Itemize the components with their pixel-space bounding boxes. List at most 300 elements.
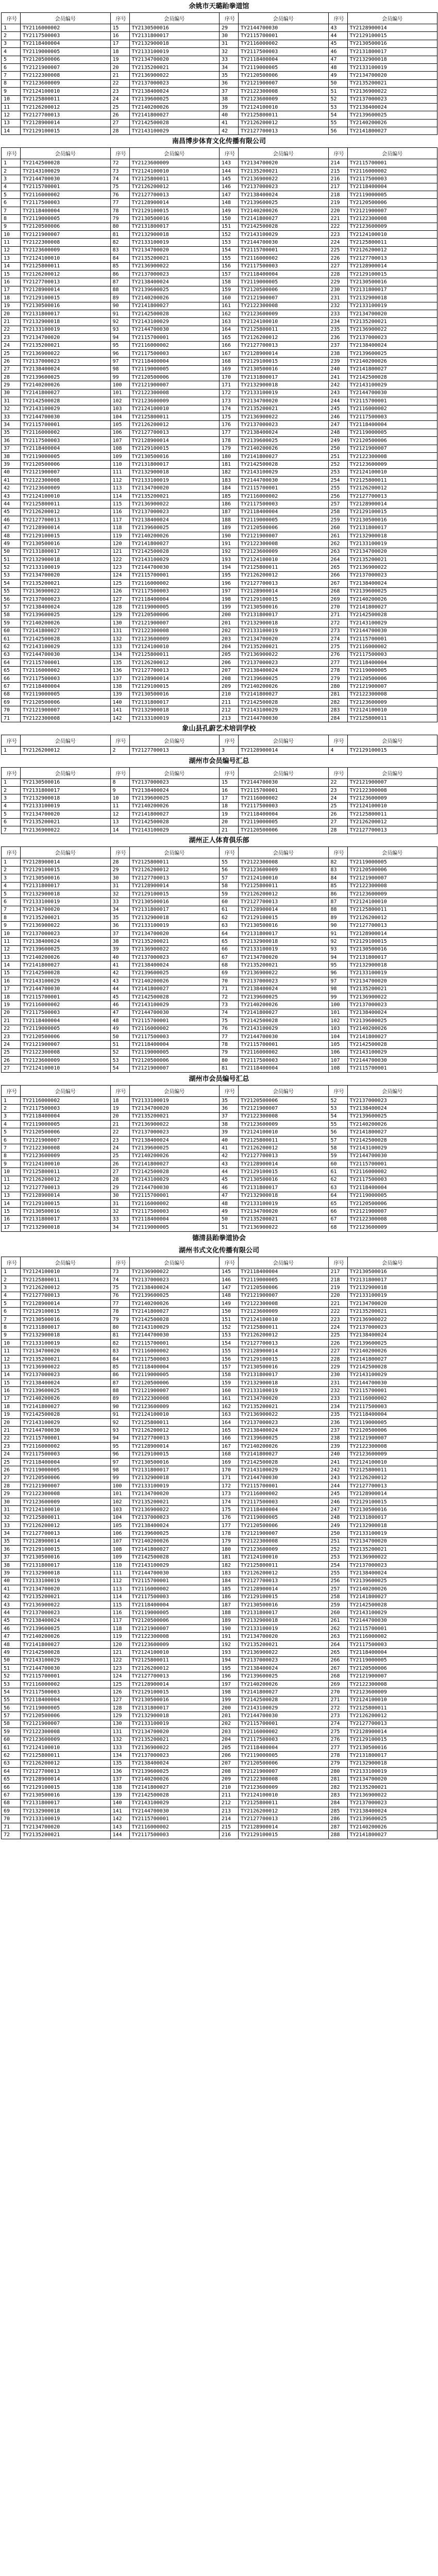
member-cell: TY2126200012 xyxy=(129,1665,220,1672)
member-header: 会员编号 xyxy=(21,13,111,24)
member-cell: TY2117500003 xyxy=(129,1831,220,1839)
member-cell: TY2117500003 xyxy=(129,349,220,357)
seq-cell: 24 xyxy=(2,342,21,349)
seq-cell: 2 xyxy=(2,786,21,794)
member-cell: TY2119000005 xyxy=(239,278,329,286)
member-cell: TY2117500003 xyxy=(347,1403,437,1411)
member-header: 会员编号 xyxy=(347,735,437,747)
seq-cell: 54 xyxy=(2,1688,21,1696)
seq-cell: 207 xyxy=(220,1759,239,1767)
seq-cell: 99 xyxy=(110,1474,129,1482)
seq-cell: 191 xyxy=(220,1633,239,1640)
member-cell: TY2143100029 xyxy=(129,127,220,135)
seq-cell: 202 xyxy=(220,627,239,635)
member-cell: TY2141800027 xyxy=(239,1009,329,1016)
seq-cell: 220 xyxy=(328,1292,347,1299)
member-cell: TY2144700030 xyxy=(239,1474,329,1482)
seq-cell: 284 xyxy=(328,1799,347,1807)
member-cell: TY2123600009 xyxy=(129,159,220,167)
member-cell: TY2138400024 xyxy=(21,603,111,611)
seq-cell: 134 xyxy=(110,1752,129,1759)
table-row xyxy=(2,1736,437,1743)
seq-cell: 268 xyxy=(328,587,347,595)
member-header: 会员编号 xyxy=(347,148,437,159)
member-cell: TY2116000002 xyxy=(239,492,329,500)
seq-cell: 131 xyxy=(110,627,129,635)
member-cell: TY2136900022 xyxy=(347,88,437,95)
seq-cell: 103 xyxy=(110,405,129,413)
seq-cell: 47 xyxy=(2,1633,21,1640)
member-cell: TY2127700013 xyxy=(21,278,111,286)
member-cell: TY2122300008 xyxy=(347,215,437,223)
seq-cell: 42 xyxy=(2,1593,21,1601)
member-cell: TY2124100010 xyxy=(21,1064,111,1072)
seq-cell: 180 xyxy=(220,1546,239,1553)
member-cell: TY2134700020 xyxy=(21,1347,111,1355)
seq-cell: 209 xyxy=(220,683,239,690)
member-cell: TY2127700013 xyxy=(347,492,437,500)
member-cell: TY2123600009 xyxy=(21,1736,111,1743)
seq-cell: 264 xyxy=(328,1640,347,1648)
seq-cell: 73 xyxy=(220,1001,239,1009)
member-cell: TY2143100029 xyxy=(21,405,111,413)
member-cell: TY2118400004 xyxy=(21,445,111,452)
seq-header: 序号 xyxy=(110,847,129,858)
seq-cell: 53 xyxy=(110,1057,129,1064)
table-row xyxy=(2,1537,437,1545)
seq-cell: 255 xyxy=(328,484,347,492)
table-row xyxy=(2,1823,437,1831)
seq-cell: 280 xyxy=(328,1768,347,1775)
member-cell: TY2128900014 xyxy=(347,1490,437,1498)
seq-cell: 51 xyxy=(220,1224,239,1231)
seq-cell: 25 xyxy=(110,1152,129,1160)
seq-cell: 1 xyxy=(2,1096,21,1104)
seq-cell: 61 xyxy=(328,1168,347,1176)
member-cell: TY2137000023 xyxy=(239,421,329,429)
seq-cell: 227 xyxy=(328,262,347,270)
member-cell: TY2118400004 xyxy=(129,1601,220,1608)
member-cell: TY2143100029 xyxy=(21,1656,111,1664)
seq-cell: 89 xyxy=(110,1395,129,1402)
member-cell: TY2143100029 xyxy=(347,1609,437,1617)
member-cell: TY2141800027 xyxy=(129,1160,220,1168)
seq-cell: 33 xyxy=(2,413,21,420)
member-section xyxy=(0,1245,438,1839)
member-cell: TY2137000023 xyxy=(21,929,111,937)
member-cell: TY2140200026 xyxy=(21,381,111,389)
seq-cell: 208 xyxy=(220,674,239,682)
member-cell: TY2129100015 xyxy=(21,866,111,874)
member-cell: TY2144700030 xyxy=(347,1057,437,1064)
seq-cell: 235 xyxy=(328,326,347,333)
member-cell: TY2144700030 xyxy=(129,1009,220,1016)
table-row xyxy=(2,929,437,937)
seq-cell: 217 xyxy=(328,1268,347,1276)
member-table xyxy=(1,1257,437,1839)
member-cell: TY2119000005 xyxy=(129,1609,220,1617)
seq-cell: 3 xyxy=(220,747,239,754)
member-cell: TY2138400024 xyxy=(239,429,329,436)
member-cell: TY2142500028 xyxy=(347,1041,437,1048)
seq-cell: 56 xyxy=(328,1128,347,1136)
member-cell: TY2140200026 xyxy=(129,1300,220,1308)
seq-cell: 68 xyxy=(328,1224,347,1231)
seq-cell: 242 xyxy=(328,1466,347,1474)
seq-cell: 112 xyxy=(110,477,129,484)
seq-cell: 55 xyxy=(2,1696,21,1704)
member-cell: TY2144700030 xyxy=(347,1617,437,1624)
seq-cell: 229 xyxy=(328,278,347,286)
member-cell: TY2132900018 xyxy=(21,1569,111,1577)
member-cell: TY2128900014 xyxy=(21,1192,111,1199)
seq-cell: 112 xyxy=(110,1577,129,1585)
seq-cell: 279 xyxy=(328,1759,347,1767)
member-cell: TY2137000023 xyxy=(129,1276,220,1283)
member-cell: TY2136900022 xyxy=(129,500,220,508)
seq-cell: 11 xyxy=(2,239,21,246)
member-cell: TY2130500016 xyxy=(21,874,111,882)
member-cell: TY2141800027 xyxy=(239,215,329,223)
seq-cell: 21 xyxy=(2,318,21,326)
member-cell: TY2116000002 xyxy=(347,167,437,175)
member-cell: TY2142500028 xyxy=(347,1363,437,1371)
seq-cell: 14 xyxy=(2,1199,21,1207)
seq-cell: 103 xyxy=(328,1025,347,1032)
table-row xyxy=(2,239,437,246)
member-cell: TY2135200021 xyxy=(21,342,111,349)
seq-cell: 54 xyxy=(2,580,21,587)
member-cell: TY2117500003 xyxy=(21,1105,111,1112)
member-cell: TY2122300008 xyxy=(239,1537,329,1545)
member-header: 会员编号 xyxy=(239,13,329,24)
member-cell: TY2131800017 xyxy=(129,1704,220,1712)
member-cell: TY2124100010 xyxy=(21,492,111,500)
seq-cell: 17 xyxy=(2,985,21,993)
member-cell: TY2127700013 xyxy=(129,1434,220,1442)
table-row xyxy=(2,262,437,270)
seq-cell: 149 xyxy=(220,207,239,214)
table-row xyxy=(2,452,437,460)
seq-cell: 99 xyxy=(328,993,347,1001)
table-row xyxy=(2,1001,437,1009)
member-cell: TY2120500006 xyxy=(239,1522,329,1530)
seq-cell: 142 xyxy=(110,1815,129,1823)
member-cell: TY2116000002 xyxy=(129,1347,220,1355)
seq-cell: 76 xyxy=(110,1292,129,1299)
member-header: 会员编号 xyxy=(347,847,437,858)
member-cell: TY2127700013 xyxy=(347,826,437,834)
seq-cell: 72 xyxy=(2,1831,21,1839)
seq-cell: 270 xyxy=(328,603,347,611)
member-cell: TY2116000002 xyxy=(347,1395,437,1402)
member-cell: TY2139600025 xyxy=(129,524,220,532)
member-cell: TY2116000002 xyxy=(129,1823,220,1831)
seq-cell: 13 xyxy=(2,954,21,961)
member-cell: TY2131800017 xyxy=(347,48,437,56)
member-cell: TY2130500016 xyxy=(129,1696,220,1704)
seq-cell: 204 xyxy=(220,1736,239,1743)
table-row xyxy=(2,365,437,373)
seq-cell: 67 xyxy=(2,683,21,690)
seq-cell: 19 xyxy=(2,1411,21,1418)
member-cell: TY2115700001 xyxy=(21,421,111,429)
seq-cell: 229 xyxy=(328,1363,347,1371)
member-cell: TY2133100019 xyxy=(239,1387,329,1395)
table-row xyxy=(2,1577,437,1585)
member-cell: TY2141800027 xyxy=(129,1546,220,1553)
seq-cell: 100 xyxy=(110,381,129,389)
seq-cell: 120 xyxy=(110,1640,129,1648)
seq-cell: 64 xyxy=(2,659,21,667)
member-cell: TY2138400024 xyxy=(347,580,437,587)
member-header: 会员编号 xyxy=(239,735,329,747)
member-cell: TY2115700001 xyxy=(129,571,220,579)
member-cell: TY2122300008 xyxy=(21,1728,111,1736)
member-cell: TY2116000002 xyxy=(21,24,111,32)
member-cell: TY2140200026 xyxy=(347,358,437,365)
header-row xyxy=(2,13,437,24)
member-cell: TY2138400024 xyxy=(129,88,220,95)
seq-cell: 18 xyxy=(220,802,239,810)
member-cell: TY2129100015 xyxy=(347,1736,437,1743)
seq-cell: 1 xyxy=(2,778,21,786)
table-row xyxy=(2,349,437,357)
seq-cell: 184 xyxy=(220,1577,239,1585)
member-cell: TY2129100015 xyxy=(21,294,111,302)
seq-cell: 98 xyxy=(110,365,129,373)
seq-cell: 89 xyxy=(328,914,347,922)
seq-cell: 29 xyxy=(220,24,239,32)
member-cell: TY2144700030 xyxy=(21,985,111,993)
seq-cell: 211 xyxy=(220,1791,239,1799)
table-row xyxy=(2,898,437,906)
seq-cell: 154 xyxy=(220,1340,239,1347)
member-cell: TY2125800011 xyxy=(239,882,329,890)
seq-cell: 64 xyxy=(220,929,239,937)
table-row xyxy=(2,858,437,866)
member-cell: TY2115700001 xyxy=(129,1815,220,1823)
member-cell: TY2127700013 xyxy=(347,255,437,262)
member-cell: TY2126200012 xyxy=(129,659,220,667)
seq-cell: 277 xyxy=(328,659,347,667)
seq-cell: 151 xyxy=(220,1315,239,1323)
seq-cell: 33 xyxy=(110,898,129,906)
seq-cell: 31 xyxy=(2,1506,21,1514)
member-cell: TY2130500016 xyxy=(347,40,437,47)
member-cell: TY2120500006 xyxy=(347,199,437,207)
member-cell: TY2121900007 xyxy=(347,445,437,452)
seq-cell: 102 xyxy=(110,397,129,405)
seq-cell: 104 xyxy=(110,1514,129,1521)
seq-cell: 240 xyxy=(328,365,347,373)
member-cell: TY2137000023 xyxy=(129,1752,220,1759)
seq-cell: 11 xyxy=(2,1176,21,1183)
table-row xyxy=(2,540,437,548)
member-cell: TY2120500006 xyxy=(239,1096,329,1104)
member-cell: TY2135200021 xyxy=(21,1355,111,1363)
member-cell: TY2130500016 xyxy=(129,452,220,460)
member-cell: TY2116000002 xyxy=(239,255,329,262)
member-cell: TY2144700030 xyxy=(129,326,220,333)
table-row xyxy=(2,969,437,977)
table-row xyxy=(2,906,437,913)
seq-cell: 125 xyxy=(110,1680,129,1688)
member-cell: TY2126200012 xyxy=(129,1427,220,1434)
table-row xyxy=(2,397,437,405)
seq-cell: 150 xyxy=(220,1308,239,1315)
seq-cell: 269 xyxy=(328,1680,347,1688)
member-cell: TY2126200012 xyxy=(21,270,111,278)
member-cell: TY2130500016 xyxy=(239,603,329,611)
seq-cell: 248 xyxy=(328,429,347,436)
seq-cell: 250 xyxy=(328,445,347,452)
seq-cell: 165 xyxy=(220,1427,239,1434)
table-row xyxy=(2,318,437,326)
member-cell: TY2132900018 xyxy=(129,40,220,47)
member-cell: TY2125800011 xyxy=(21,500,111,508)
seq-cell: 87 xyxy=(328,898,347,906)
member-cell: TY2122300008 xyxy=(239,1775,329,1783)
seq-cell: 88 xyxy=(328,906,347,913)
seq-cell: 231 xyxy=(328,1379,347,1386)
section-title: 湖州正人体育俱乐部 xyxy=(189,837,249,845)
seq-cell: 49 xyxy=(2,540,21,548)
member-cell: TY2118400004 xyxy=(239,810,329,818)
member-cell: TY2121900007 xyxy=(239,1530,329,1537)
member-cell: TY2140200026 xyxy=(129,1775,220,1783)
seq-cell: 53 xyxy=(2,571,21,579)
seq-cell: 36 xyxy=(110,922,129,929)
seq-cell: 37 xyxy=(110,929,129,937)
seq-cell: 101 xyxy=(110,389,129,397)
member-cell: TY2143100029 xyxy=(129,1176,220,1183)
seq-cell: 84 xyxy=(110,255,129,262)
seq-cell: 23 xyxy=(2,334,21,342)
seq-cell: 82 xyxy=(110,239,129,246)
member-cell: TY2137000023 xyxy=(347,571,437,579)
member-cell: TY2128900014 xyxy=(129,882,220,890)
member-cell: TY2129100015 xyxy=(21,1308,111,1315)
member-header: 会员编号 xyxy=(129,735,220,747)
seq-cell: 7 xyxy=(2,207,21,214)
seq-header: 序号 xyxy=(2,1257,21,1268)
member-cell: TY2126200012 xyxy=(21,747,111,754)
member-cell: TY2126200012 xyxy=(239,1569,329,1577)
seq-header: 序号 xyxy=(220,767,239,778)
seq-cell: 123 xyxy=(110,1665,129,1672)
member-cell: TY2127700013 xyxy=(129,747,220,754)
seq-cell: 269 xyxy=(328,595,347,603)
member-cell: TY2119000005 xyxy=(129,1224,220,1231)
seq-cell: 5 xyxy=(2,810,21,818)
seq-cell: 278 xyxy=(328,667,347,674)
member-cell: TY2122300008 xyxy=(129,1395,220,1402)
member-cell: TY2122300008 xyxy=(21,72,111,79)
member-cell: TY2139600025 xyxy=(347,1340,437,1347)
section-title: 湖州市会员编号汇总 xyxy=(189,757,249,765)
member-cell: TY2144700030 xyxy=(21,175,111,183)
member-cell: TY2129100015 xyxy=(239,914,329,922)
seq-cell: 51 xyxy=(110,1041,129,1048)
seq-cell: 59 xyxy=(328,1152,347,1160)
seq-cell: 36 xyxy=(2,1546,21,1553)
seq-cell: 266 xyxy=(328,1656,347,1664)
seq-cell: 28 xyxy=(110,127,129,135)
member-cell: TY2139600025 xyxy=(21,1625,111,1633)
table-row xyxy=(2,103,437,111)
member-cell: TY2121900007 xyxy=(21,230,111,238)
member-cell: TY2135200021 xyxy=(239,1640,329,1648)
seq-cell: 198 xyxy=(220,595,239,603)
seq-cell: 1 xyxy=(2,747,21,754)
seq-cell: 50 xyxy=(110,1032,129,1040)
seq-cell: 256 xyxy=(328,492,347,500)
table-row xyxy=(2,1672,437,1680)
member-cell: TY2122300008 xyxy=(21,1490,111,1498)
seq-cell: 44 xyxy=(2,500,21,508)
seq-cell: 63 xyxy=(2,1759,21,1767)
member-cell: TY2126200012 xyxy=(239,1331,329,1339)
member-cell: TY2137000023 xyxy=(347,334,437,342)
member-cell: TY2132900018 xyxy=(347,961,437,969)
seq-cell: 29 xyxy=(110,1184,129,1192)
member-cell: TY2138400024 xyxy=(347,1009,437,1016)
seq-cell: 28 xyxy=(2,1482,21,1490)
member-cell: TY2136900022 xyxy=(21,587,111,595)
member-cell: TY2143100029 xyxy=(347,1371,437,1379)
member-cell: TY2129100015 xyxy=(129,683,220,690)
member-cell: TY2127700013 xyxy=(21,111,111,119)
table-row xyxy=(2,1048,437,1056)
member-cell: TY2138400024 xyxy=(129,786,220,794)
member-table xyxy=(1,735,437,754)
seq-header: 序号 xyxy=(2,735,21,747)
member-cell: TY2135200021 xyxy=(129,63,220,71)
seq-cell: 282 xyxy=(328,699,347,706)
seq-cell: 110 xyxy=(110,1561,129,1569)
seq-cell: 47 xyxy=(328,56,347,63)
member-header: 会员编号 xyxy=(347,1257,437,1268)
member-cell: TY2135200021 xyxy=(129,1112,220,1120)
seq-cell: 43 xyxy=(220,1160,239,1168)
seq-cell: 247 xyxy=(328,1506,347,1514)
seq-cell: 139 xyxy=(110,1791,129,1799)
seq-cell: 19 xyxy=(110,56,129,63)
member-cell: TY2124100010 xyxy=(347,1458,437,1466)
member-cell: TY2124100010 xyxy=(239,318,329,326)
member-cell: TY2141800027 xyxy=(21,1640,111,1648)
seq-cell: 287 xyxy=(328,1823,347,1831)
seq-cell: 174 xyxy=(220,405,239,413)
seq-cell: 258 xyxy=(328,1593,347,1601)
seq-cell: 53 xyxy=(2,1680,21,1688)
table-row xyxy=(2,24,437,32)
member-cell: TY2131800017 xyxy=(239,374,329,381)
table-row xyxy=(2,1176,437,1183)
member-cell: TY2119000005 xyxy=(347,1656,437,1664)
header-row xyxy=(2,847,437,858)
seq-cell: 250 xyxy=(328,1530,347,1537)
member-cell: TY2125800011 xyxy=(21,1168,111,1176)
seq-cell: 30 xyxy=(110,874,129,882)
seq-cell: 30 xyxy=(110,1192,129,1199)
table-row xyxy=(2,389,437,397)
seq-cell: 17 xyxy=(220,794,239,802)
member-cell: TY2142500028 xyxy=(129,1315,220,1323)
seq-cell: 19 xyxy=(220,810,239,818)
seq-cell: 114 xyxy=(110,492,129,500)
